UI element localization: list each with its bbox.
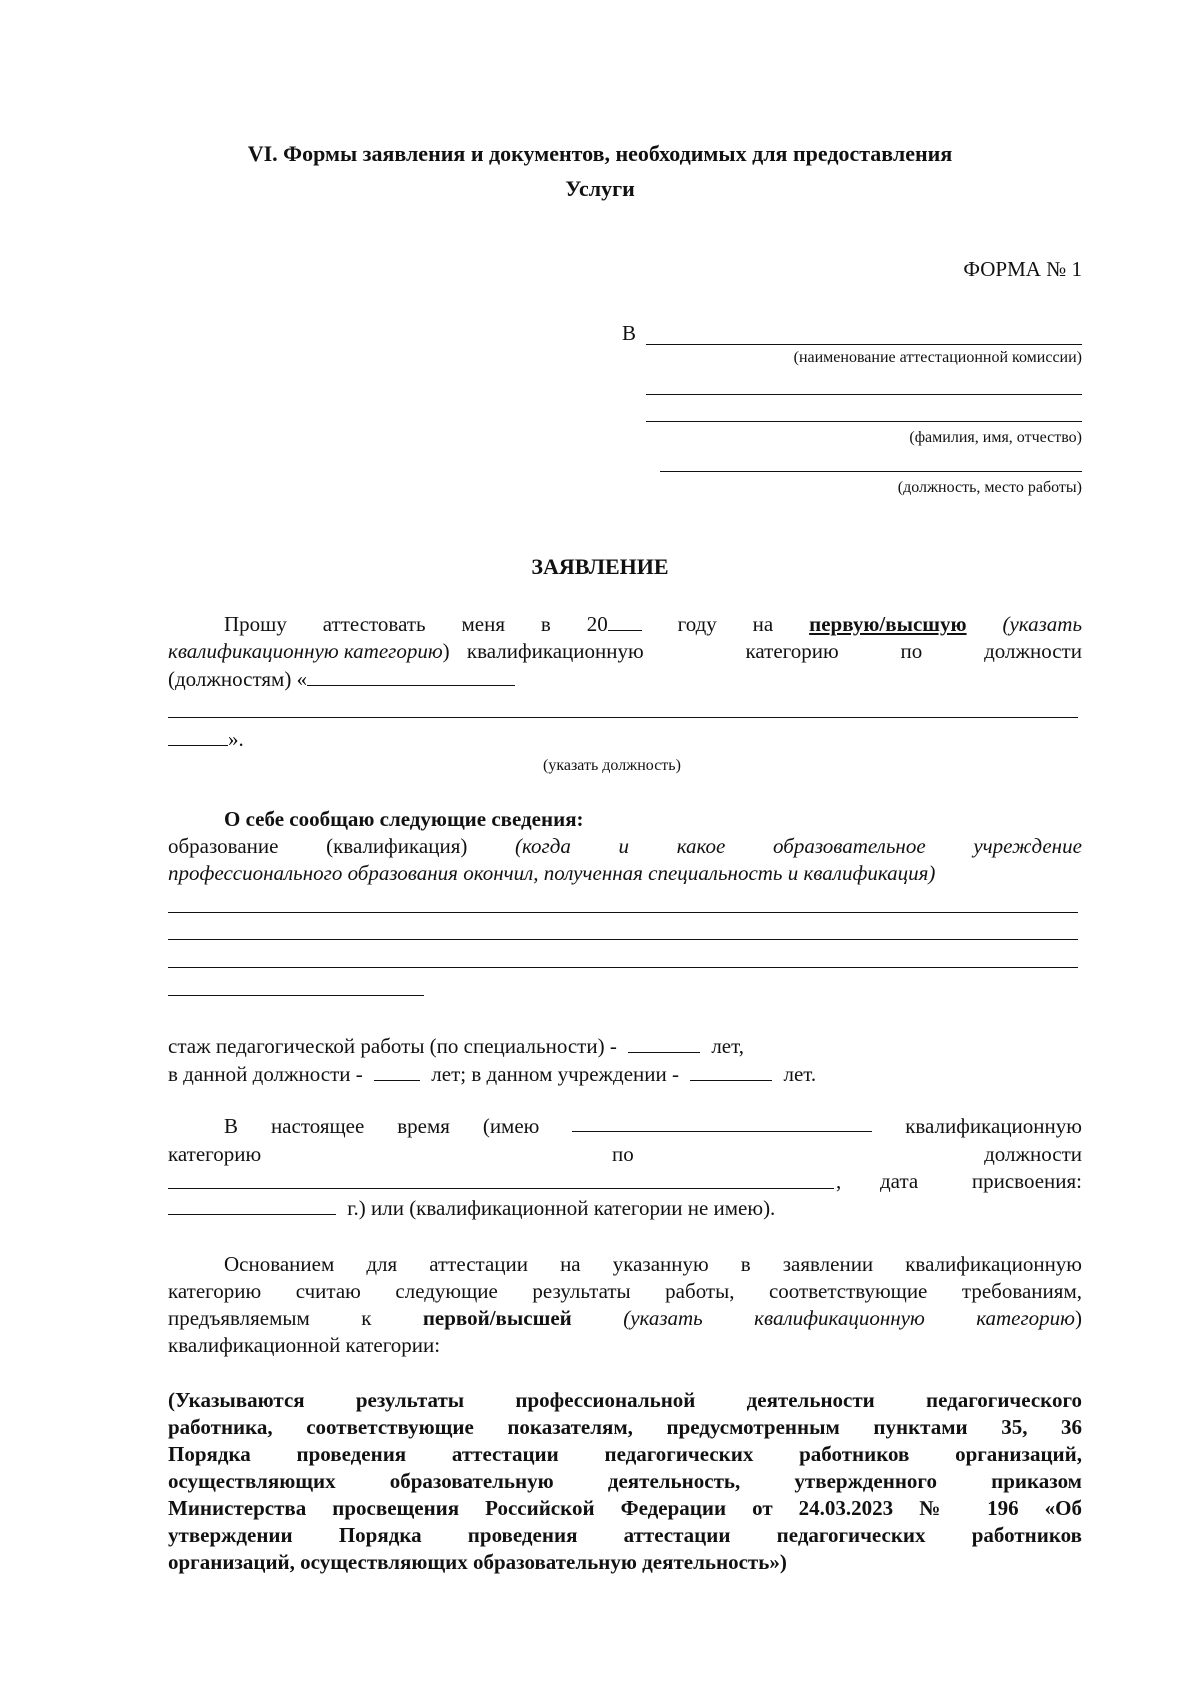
basis-hint-word: (указать	[623, 1306, 703, 1330]
year-blank[interactable]	[608, 612, 642, 631]
experience-institution-field[interactable]	[690, 1062, 772, 1081]
current-word: по	[612, 1142, 634, 1166]
note-line-5: Министерства просвещения Российской Федерации от 24.03.2023 № 196 «Об	[168, 1496, 1082, 1520]
section-heading-line2: Услуги	[565, 176, 635, 201]
positions-label: (должностям) «	[168, 667, 308, 691]
basis-line-2: категорию считаю следующие результаты работы, соответствующие требованиям,	[168, 1279, 1082, 1303]
current-word: категорию	[168, 1142, 262, 1166]
full-name-field-2[interactable]	[646, 421, 1082, 422]
education-hint-word: учреждение	[973, 834, 1082, 858]
education-field-1[interactable]	[168, 912, 1078, 913]
basis-word: предъявляемым	[168, 1306, 310, 1330]
basis-hint-word: квалификационную	[754, 1306, 925, 1330]
education-hint-word: и	[618, 834, 630, 858]
position-field-3[interactable]	[168, 727, 228, 746]
note-line-3: Порядка проведения аттестации педагогических работников организаций,	[168, 1442, 1082, 1466]
category-choice: первой/высшей	[422, 1306, 572, 1330]
position-caption: (указать должность)	[543, 757, 681, 774]
education-hint-word: (когда	[515, 834, 571, 858]
about-heading: О себе сообщаю следующие сведения:	[224, 807, 584, 831]
request-word: по	[900, 639, 923, 663]
education-line-1	[168, 833, 1082, 860]
current-category-field[interactable]	[572, 1113, 872, 1132]
current-position-field[interactable]	[168, 1188, 834, 1189]
position-field-2[interactable]	[168, 717, 1078, 718]
document-title: ЗАЯВЛЕНИЕ	[531, 554, 669, 579]
request-word: квалификационную	[466, 639, 644, 663]
section-heading-line1: VI. Формы заявления и документов, необходимых для предоставления	[247, 141, 953, 166]
note-line-2: работника, соответствующие показателям, предусмотренным пунктами 35, 36	[168, 1415, 1082, 1439]
category-choice: первую/высшую	[809, 612, 967, 636]
basis-line-1: Основанием для аттестации на указанную в заявлении квалификационную	[224, 1252, 1082, 1276]
current-word: время	[397, 1114, 450, 1138]
basis-hint-word: категорию	[976, 1306, 1075, 1330]
years-label: лет,	[711, 1034, 744, 1058]
request-hint-category: квалификационную категорию	[168, 639, 443, 663]
experience-position-field[interactable]	[374, 1062, 420, 1081]
request-word: году	[677, 612, 717, 636]
note-line-7: организаций, осуществляющих образовательную деятельность»)	[168, 1550, 787, 1574]
request-word: аттестовать	[322, 612, 426, 636]
position-workplace-field[interactable]	[660, 471, 1082, 472]
assignment-date-label: дата	[880, 1169, 919, 1193]
education-field-2[interactable]	[168, 939, 1078, 940]
full-name-caption: (фамилия, имя, отчество)	[909, 429, 1082, 446]
experience-label: стаж педагогической работы (по специальности) -	[168, 1034, 617, 1058]
year-prefix: 20	[586, 612, 608, 636]
request-hint: (указать	[1002, 612, 1082, 636]
education-field-3[interactable]	[168, 967, 1078, 968]
current-word: квалификационную	[905, 1114, 1082, 1138]
basis-hint-close: )	[1075, 1306, 1082, 1330]
form-number: ФОРМА № 1	[963, 257, 1082, 281]
current-line-1	[224, 1113, 1082, 1140]
experience-specialty-field[interactable]	[628, 1034, 700, 1053]
request-word: на	[752, 612, 774, 636]
position-workplace-caption: (должность, место работы)	[897, 479, 1082, 496]
basis-line-3	[168, 1305, 1082, 1332]
years-label: лет.	[783, 1062, 817, 1086]
request-line-4	[168, 726, 244, 753]
education-word: (квалификация)	[326, 834, 468, 858]
current-line-4	[168, 1195, 775, 1222]
note-line-1: (Указываются результаты профессиональной деятельности педагогического	[168, 1388, 1082, 1412]
position-field-1[interactable]	[307, 667, 515, 686]
education-word: образование	[168, 834, 279, 858]
commission-caption: (наименование аттестационной комиссии)	[793, 349, 1082, 366]
request-word: Прошу	[224, 612, 287, 636]
request-word: должности	[984, 639, 1082, 663]
assignment-label: присвоения:	[971, 1169, 1082, 1193]
year-field[interactable]	[587, 611, 642, 638]
commission-name-field[interactable]	[646, 344, 1082, 345]
position-close-quote: ».	[228, 727, 244, 751]
request-line-3	[168, 666, 515, 693]
request-word: в	[540, 612, 551, 636]
experience-institution-label: лет; в данном учреждении -	[431, 1062, 679, 1086]
current-word: настоящее	[270, 1114, 365, 1138]
request-line-1	[224, 611, 1082, 638]
note-line-6: утверждении Порядка проведения аттестации педагогических работников	[168, 1523, 1082, 1547]
request-word: меня	[461, 612, 506, 636]
education-hint-word: образовательное	[773, 834, 926, 858]
assignment-date-field[interactable]	[168, 1196, 336, 1215]
experience-line-2	[168, 1061, 816, 1088]
request-line-2	[168, 638, 1082, 665]
request-hint-close: )	[442, 639, 450, 663]
experience-position-label: в данной должности -	[168, 1062, 363, 1086]
experience-line-1	[168, 1033, 744, 1060]
current-word: (имею	[482, 1114, 540, 1138]
education-line-2: профессионального образования окончил, полученная специальность и квалификация)	[168, 861, 936, 885]
note-line-4: осуществляющих образовательную деятельность, утвержденного приказом	[168, 1469, 1082, 1493]
no-category-text: г.) или (квалификационной категории не имею).	[347, 1196, 776, 1220]
current-word: должности	[984, 1142, 1082, 1166]
current-word: В	[224, 1114, 239, 1138]
basis-word: к	[361, 1306, 372, 1330]
addressee-prefix: В	[622, 321, 637, 345]
basis-line-4: квалификационной категории:	[168, 1333, 441, 1357]
education-hint-word: какое	[676, 834, 726, 858]
current-comma: ,	[836, 1169, 842, 1193]
request-word: категорию	[745, 639, 839, 663]
full-name-field-1[interactable]	[646, 394, 1082, 395]
education-field-4[interactable]	[168, 995, 424, 996]
